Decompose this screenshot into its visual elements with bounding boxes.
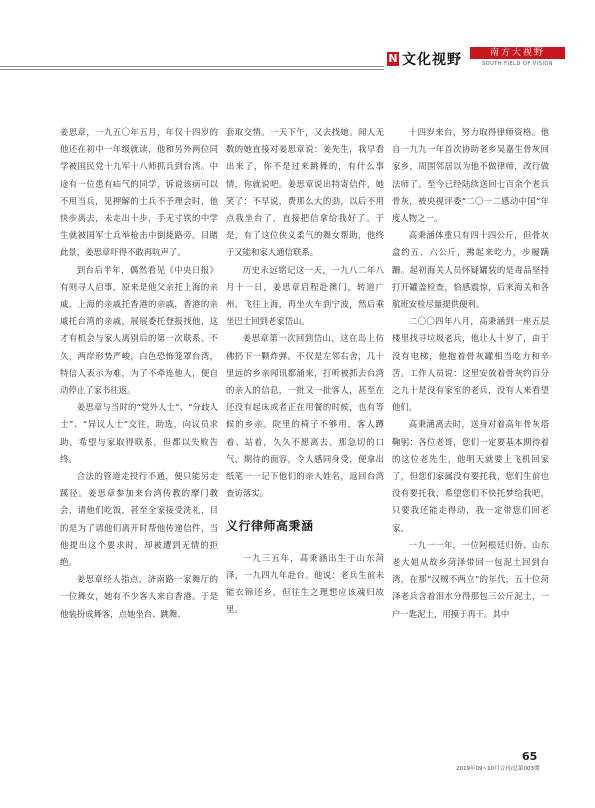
section-title: 文化视野 [402, 52, 462, 68]
paragraph: 合法的管道走投行不通，便只能另走蹊径。姜思章参加来台湾传教的摩门教会，请他们吃饭，甚至全家接受洗礼，目的是为了请他们离开时帮他传递信件，当他提出这个要求时，却被遭到无情的拒绝。 [60, 471, 218, 568]
masthead [0, 44, 595, 74]
paragraph: 姜思章与当时的“党外人士”、“分歧人士”、“异议人士”交往，助选，向议员求助，希望与家取得联系，但都以失败告终。 [60, 402, 218, 464]
paragraph: 高秉涵体重只有四十四公斤，但骨灰盒约五、六公斤，拂起来吃力，步履蹒跚。起初海关人员怀疑罐装的是毒品坚持打开罐盖检查，恰感震惊，后来海关和各航班安检尽量提供便利。 [392, 230, 549, 310]
paragraph: 套取交情。一天下午，又去找她。闻人无数的她直接对姜思章说：姜先生，我早看出来了，你不是过来跳舞的，有什么事情，你就说吧。姜思章说出特寄信件，她笑了：不早说，费那么大的劲，以后不用点我坐台了，直接把信拿给我好了。于是，有了这位侠义柔气的舞女帮助，他终于又能和家人通信联系。 [226, 127, 384, 258]
paragraph: 二〇〇四年八月，高秉涵到一座五层楼里找寻垃圾老兵，他让人十岁了，由于没有电梯，他抱着骨灰罐相当吃力和辛苦。工作人员说：这里安放着骨灰约百分之九十是没有家室的老兵，没有人来看望他们。 [392, 316, 549, 413]
paragraph: 到台后半年，偶然看见《中央日报》有则寻人启事，原来是他父亲托上海的亲戚，上海的亲戚托香港的亲戚，香港的亲戚托台湾的亲戚，展展委托登报找他，这才有机会与家人离别后的第一次联系。不久，两岸形势严峻，白色恐怖笼罩台湾，特信人表示为难，为了不牵连他人，便自动停止了家书往返。 [60, 264, 218, 396]
brand-banner: 南方大视野 [470, 47, 565, 59]
issue-info: 2019年09~10月合刊/总第003期 [456, 766, 540, 772]
paragraph: 姜思章，一九五〇年五月，年仅十四岁的他还在初中一年级就读，他和另外两位同学被国民党十九军十八师抓兵到台湾。中途有一位患有疝气的同学，诉说该病可以不用当兵，见押解的士兵不予理会时，他快步离去，未走出十步，手无寸铁的中学生就被国军士兵举枪击中倒毙路旁。目睹此景，姜思章吓得不敢再吭声了。 [60, 127, 218, 258]
n-logo-icon: N [388, 52, 398, 65]
article-column-1 [60, 124, 218, 623]
header-rule [0, 66, 384, 67]
paragraph: 姜思章第一次回到岱山，这在岛上仿佛扔下一颗炸弹。不仅是左邻右舍，几十里远的乡亲闻讯都涌来，打听被抓去台湾的亲人的信息，一批又一批客人，甚至在还没有起床或者正在用餐的时候，也有等候的乡亲。院里的椅子不够用，客人蹲着、站着，久久不愿离去。那急切的口气，期待的面容，令人感同身受，便拿出纸笔一一记下他们的亲人姓名，返回台湾查访落实。 [226, 333, 384, 499]
section-subheading: 义行律师高秉涵 [226, 519, 314, 534]
paragraph: 高秉涵离去时，送身对着高年骨灰塔鞠躬：各位老哥，您们一定要基本期待着的这位老先生，他明天就要上飞机回家了，但您们家属没有要托我，您们生前也没有要托我，希望您们不快托梦给我吧，只要我还能走得动，我一定带您们回老家。 [392, 419, 549, 533]
header-rule [0, 69, 384, 70]
article-column-2 [226, 124, 384, 618]
paragraph: 姜思章经人指点，济南路一家舞厅的一位舞女，她有不少客人来自香港。于是他装扮成舞客，点她坐台、跳舞、 [60, 574, 218, 619]
brand-subtitle: SOUTH FIELD OF VISION [481, 61, 554, 67]
paragraph: 历史永远铭记这一天，一九八二年八月十一日，姜思章启程赴澳门，转道广州，飞往上海，再坐火车到宁波，然后乘坐巴士回到老家岱山。 [226, 264, 384, 327]
page-number: 65 [522, 750, 538, 763]
paragraph: 一九三五年，高秉涵出生于山东菏泽，一九四九年赴台。他说：老兵生前未能衣锦还乡，但往生之理想应该魂归故里。 [226, 552, 384, 615]
article-column-3 [392, 124, 549, 623]
paragraph: 一九一一年，一位阿根廷归侨、山东老大姐从故乡菏泽带回一包泥土回到台湾，在那“汉贼不两立”的年代，五十位菏泽老兵含着泪水分得那包三公斤泥土，一户一匙泥土，用摸于再干。其中 [392, 539, 549, 619]
paragraph: 十四岁来台，努力取得律师资格。他自一九九一年首次协助老乡吴嘉生骨灰回家乡，周围邻居以为他不做律师，改行做法师了。至今已经陆续送回七百余个老兵骨灰，被央视评委“二〇一二感动中国”年度人物之一。 [392, 127, 549, 224]
